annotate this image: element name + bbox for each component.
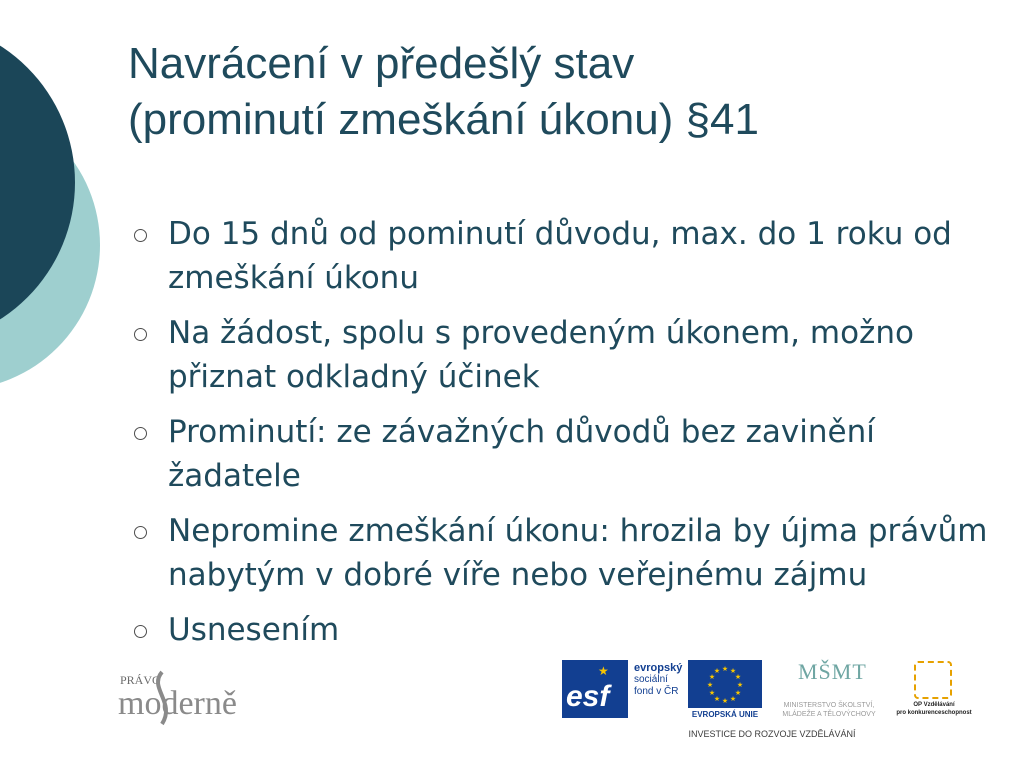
esf-logo-text: esf: [566, 680, 610, 713]
svg-text:★: ★: [708, 689, 716, 697]
footer-logos: [562, 655, 982, 750]
svg-text:★: ★: [721, 697, 729, 705]
bullet-text: Nepromine zmeškání úkonu: hrozila by újma právům nabytým v dobré víře nebo veřejnému zájmu: [168, 513, 988, 593]
svg-text:★: ★: [736, 681, 744, 689]
msmt-caption-line: MINISTERSTVO ŠKOLSTVÍ,: [783, 702, 875, 709]
star-icon: ★: [598, 664, 609, 678]
esf-caption: [634, 662, 694, 698]
footer-investment-text: INVESTICE DO ROZVOJE VZDĚLÁVÁNÍ: [688, 729, 856, 739]
msmt-caption: [768, 701, 890, 719]
bullet-list: [130, 212, 990, 663]
bullet-text: Na žádost, spolu s provedeným úkonem, možno přiznat odkladný účinek: [168, 315, 914, 395]
op-caption-line: pro konkurenceschopnost: [896, 710, 972, 716]
hollow-circle-bullet-icon: [134, 526, 147, 539]
pravo-moderne-logo: [118, 662, 288, 732]
esf-caption-line: fond v ČR: [634, 686, 679, 697]
op-logo: [894, 659, 974, 721]
bullet-text: Do 15 dnů od pominutí důvodu, max. do 1 roku od zmeškání úkonu: [168, 216, 952, 296]
slide-title-line: (prominutí zmeškání úkonu) §41: [128, 95, 759, 144]
svg-text:★: ★: [734, 673, 742, 681]
esf-logo-mark: [562, 660, 628, 718]
op-caption-line: OP Vzdělávání: [913, 702, 955, 708]
msmt-caption-line: MLÁDEŽE A TĚLOVÝCHOVY: [782, 711, 876, 718]
hollow-circle-bullet-icon: [134, 328, 147, 341]
op-caption: [894, 701, 974, 717]
msmt-logo: [768, 659, 890, 721]
svg-text:★: ★: [729, 667, 737, 675]
hollow-circle-bullet-icon: [134, 229, 147, 242]
svg-text:★: ★: [713, 667, 721, 675]
bullet-item: [130, 410, 990, 498]
svg-text:★: ★: [734, 689, 742, 697]
bullet-item: [130, 311, 990, 399]
op-logo-mark-icon: [914, 661, 952, 699]
bullet-text: Usnesením: [168, 612, 340, 648]
svg-text:★: ★: [713, 695, 721, 703]
eu-logo: [688, 660, 762, 720]
svg-text:★: ★: [721, 665, 729, 673]
slide-title-line: Navrácení v předešlý stav: [128, 39, 635, 88]
slide-title: [128, 36, 998, 148]
esf-logo: [562, 660, 682, 718]
pravo-logo-small-text: PRÁVO: [120, 673, 161, 687]
esf-caption-line: sociální: [634, 674, 668, 685]
svg-text:★: ★: [729, 695, 737, 703]
hollow-circle-bullet-icon: [134, 427, 147, 440]
hollow-circle-bullet-icon: [134, 625, 147, 638]
bullet-item: [130, 212, 990, 300]
pravo-logo-main-text: moderně: [118, 685, 237, 722]
svg-text:★: ★: [706, 681, 714, 689]
esf-caption-line: evropský: [634, 662, 683, 674]
bullet-text: Prominutí: ze závažných důvodů bez zavinění žadatele: [168, 414, 875, 494]
eu-flag-icon: [688, 660, 762, 708]
svg-text:★: ★: [708, 673, 716, 681]
msmt-logo-mark: MŠMT: [798, 659, 867, 684]
bullet-item: [130, 509, 990, 597]
bullet-item: [130, 608, 990, 652]
eu-caption: EVROPSKÁ UNIE: [691, 710, 759, 719]
